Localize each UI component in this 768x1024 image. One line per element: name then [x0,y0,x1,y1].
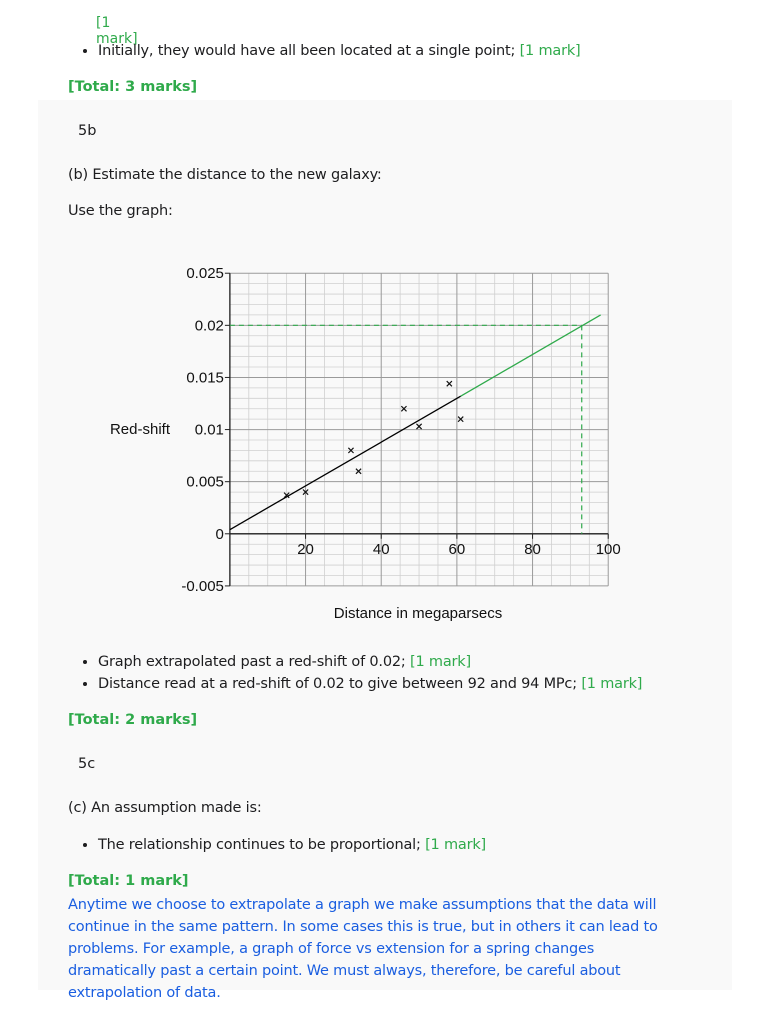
y-tick-label: 0 [215,525,224,543]
question-5b-answer-list [68,651,642,695]
answer-text: Distance read at a red-shift of 0.02 to give between 92 and 94 MPc; [98,676,577,692]
question-5c-prompt: (c) An assumption made is: [68,800,262,816]
chart-svg [90,250,650,630]
x-axis-label: Distance in megaparsecs [333,605,503,622]
extrapolated-line [461,315,601,396]
question-5b-prompt: (b) Estimate the distance to the new galaxy: [68,167,382,183]
y-tick-label: -0.005 [181,577,224,595]
y-tick-label: 0.01 [194,421,224,439]
question-number-5c: 5c [78,756,96,772]
data-point [447,381,452,386]
y-tick-label: 0.025 [186,265,224,283]
clipped-mark: [1 mark] [96,15,138,47]
mark-label: [1 mark] [519,43,581,59]
total-marks-2: [Total: 2 marks] [68,712,198,728]
answer-text: The relationship continues to be proportional; [98,837,421,853]
examiner-tip: Anytime we choose to extrapolate a graph we make assumptions that the data will continue in the same pattern. In some cases this is true, but in others it can lead to problems. For example, a graph of force vs extension for a spring changes dramatically past a certain point. We must always, therefore, be careful about extrapolation of data. [68,897,658,1001]
y-axis-label: Red-shift [109,421,170,438]
mark-label: [1 mark] [425,837,487,853]
y-tick-label: 0.02 [194,317,224,335]
question-number-5b: 5b [78,123,97,139]
total-marks-1: [Total: 1 mark] [68,873,189,889]
list-item [98,673,642,695]
question-5b-instruction: Use the graph: [68,203,173,219]
mark-label: [1 mark] [410,654,471,670]
best-fit-line [230,396,461,529]
answer-text: Graph extrapolated past a red-shift of 0.02; [98,654,406,670]
clipped-previous-text [96,15,156,47]
question-5c-answer-list [68,834,486,856]
y-tick-label: 0.005 [186,473,224,491]
x-tick-label: 80 [524,540,541,558]
answer-text: Initially, they would have all been located at a single point; [98,43,516,59]
x-tick-label: 20 [297,540,314,558]
list-item [98,834,486,856]
total-marks-3: [Total: 3 marks] [68,79,198,95]
x-tick-label: 60 [448,540,466,558]
fit-lines [230,315,601,534]
x-tick-label: 100 [595,540,621,558]
x-tick-label: 40 [372,540,390,558]
y-tick-label: 0.015 [186,369,224,387]
mark-label: [1 mark] [581,676,643,692]
list-item [98,651,642,673]
list-item [98,40,580,62]
previous-answer-list [68,40,580,62]
redshift-distance-chart [90,250,650,630]
